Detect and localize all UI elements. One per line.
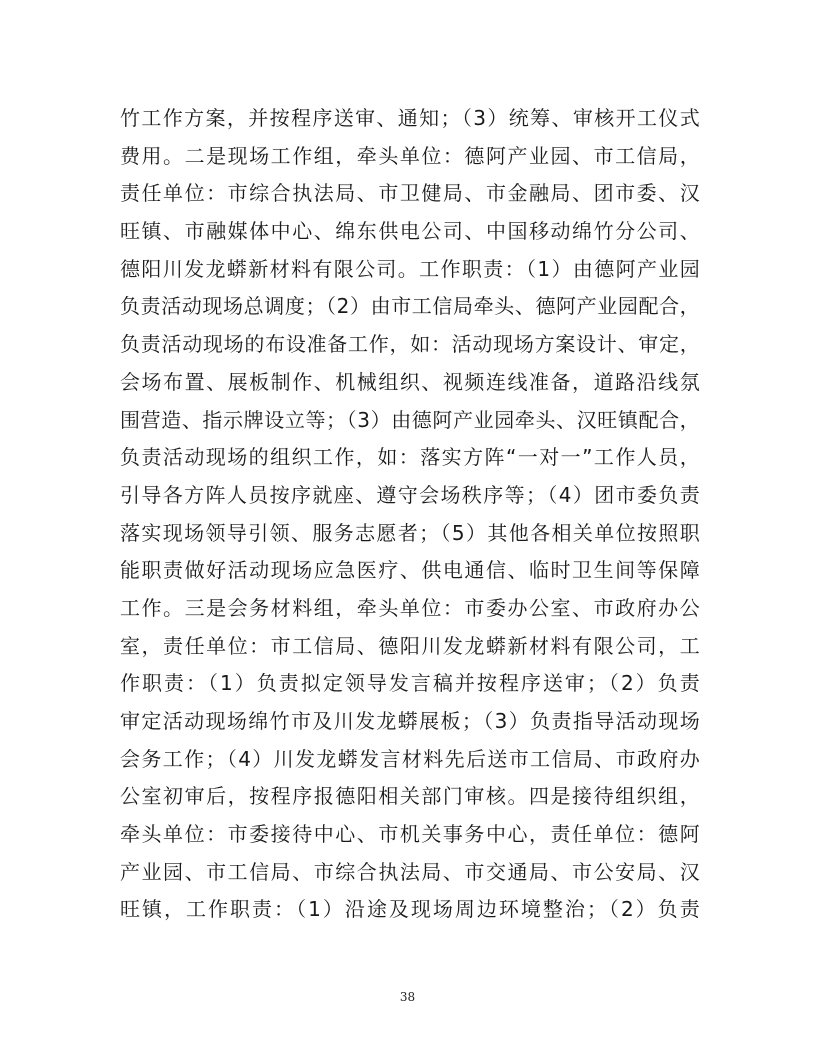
text-line: 引导各方阵人员按序就座、遵守会场秩序等；（4）团市委负责: [120, 482, 700, 507]
text-line: 旺镇、市融媒体中心、绵东供电公司、中国移动绵竹分公司、: [120, 219, 700, 244]
text-line: 责任单位：市综合执法局、市卫健局、市金融局、团市委、汉: [120, 181, 700, 206]
text-line: 公室初审后，按程序报德阳相关部门审核。四是接待组织组，: [120, 784, 700, 809]
text-line: 负责活动现场总调度；（2）由市工信局牵头、德阿产业园配合，: [120, 294, 700, 319]
text-line: 落实现场领导引领、服务志愿者；（5）其他各相关单位按照职: [120, 520, 700, 545]
page-number: 38: [399, 990, 416, 1004]
text-line: 牵头单位：市委接待中心、市机关事务中心，责任单位：德阿: [120, 822, 700, 847]
body-text: [120, 100, 700, 929]
text-line: 室，责任单位：市工信局、德阳川发龙蟒新材料有限公司，工: [120, 633, 700, 658]
text-line: 能职责做好活动现场应急医疗、供电通信、临时卫生间等保障: [120, 558, 700, 583]
text-line: 作职责：（1）负责拟定领导发言稿并按程序送审；（2）负责: [120, 671, 700, 696]
text-line: 竹工作方案，并按程序送审、通知；（3）统筹、审核开工仪式: [120, 106, 700, 130]
text-line: 会务工作；（4）川发龙蟒发言材料先后送市工信局、市政府办: [120, 746, 700, 771]
text-line: 费用。二是现场工作组，牵头单位：德阿产业园、市工信局，: [120, 143, 700, 168]
text-line: 旺镇，工作职责：（1）沿途及现场周边环境整治；（2）负责: [120, 897, 700, 922]
text-line: 负责活动现场的组织工作，如：落实方阵“一对一”工作人员，: [120, 445, 700, 470]
text-line: 会场布置、展板制作、机械组织、视频连线准备，道路沿线氛: [120, 369, 700, 394]
text-line: 围营造、指示牌设立等；（3）由德阿产业园牵头、汉旺镇配合，: [120, 407, 700, 432]
text-line: 负责活动现场的布设准备工作，如：活动现场方案设计、审定，: [120, 332, 700, 357]
text-line: 产业园、市工信局、市综合执法局、市交通局、市公安局、汉: [120, 859, 700, 884]
text-line: 德阳川发龙蟒新材料有限公司。工作职责：（1）由德阿产业园: [120, 256, 700, 281]
text-line: 工作。三是会务材料组，牵头单位：市委办公室、市政府办公: [120, 595, 700, 620]
text-line: 审定活动现场绵竹市及川发龙蟒展板；（3）负责指导活动现场: [120, 709, 700, 733]
